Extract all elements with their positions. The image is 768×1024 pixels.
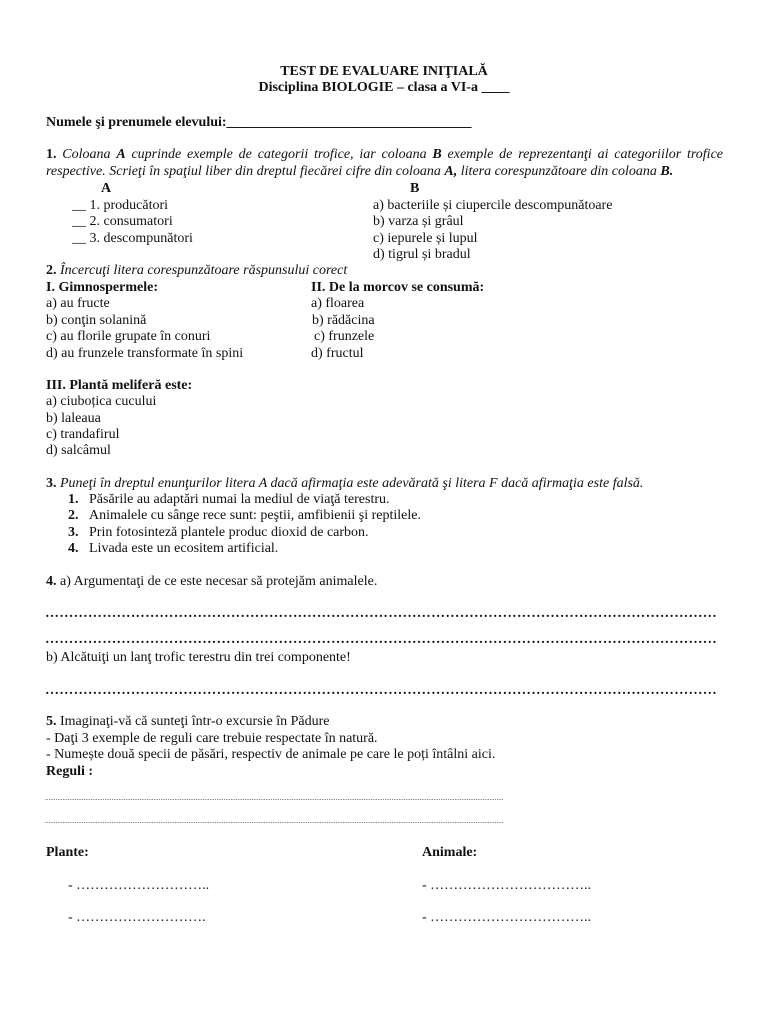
q1-column-b-item: a) bacteriile și ciupercile descompunătoare [373, 198, 613, 213]
q2-part1-option[interactable]: b) conţin solanină [46, 313, 147, 328]
q1-number: 1. [46, 147, 57, 162]
q3-statement[interactable] [68, 491, 390, 508]
q1-instruction-line1 [46, 146, 723, 163]
q1-instruction-line2 [46, 163, 673, 180]
q4-part-a [46, 573, 377, 590]
q5-task: - Daţi 3 exemple de reguli care trebuie respectate în natură. [46, 731, 378, 746]
q2-part2-option[interactable]: c) frunzele [314, 329, 375, 344]
q3-statement[interactable] [68, 524, 369, 541]
q1-column-a-item[interactable]: __ 1. producători [72, 198, 169, 213]
q5-task: - Numește două specii de păsări, respectiv de animale pe care le poți întâlni aici. [46, 747, 496, 762]
q4-part-b: b) Alcătuiţi un lanţ trofic terestru din trei componente! [46, 650, 351, 665]
q1-text: A, [444, 164, 458, 179]
q5-number: 5. [46, 714, 57, 729]
q3-statement-number: 2. [68, 508, 79, 523]
q2-part1-option[interactable]: d) au frunzele transformate în spini [46, 346, 244, 361]
q3-text: Puneţi în dreptul enunţurilor litera A dacă afirmaţia este adevărată şi litera F dacă afirmaţia este falsă. [56, 476, 644, 491]
page-subtitle: Disciplina BIOLOGIE – clasa a VI-a ____ [258, 80, 510, 95]
q4-text: a) Argumentaţi de ce este necesar să protejăm animalele. [56, 574, 378, 589]
student-name-field[interactable]: Numele şi prenumele elevului:___________________________________ [46, 115, 472, 130]
plants-label: Plante: [46, 845, 89, 860]
q2-text: Încercuţi litera corespunzătoare răspunsului corect [56, 263, 348, 278]
rules-label: Reguli : [46, 764, 94, 779]
page-title: TEST DE EVALUARE INIŢIALĂ [280, 64, 488, 79]
q1-column-a-item[interactable]: __ 3. descompunători [72, 231, 193, 246]
q3-statement[interactable] [68, 540, 278, 557]
q1-text: cuprinde exemple de categorii trofice, iar coloana [125, 147, 433, 162]
q1-text: A [116, 147, 126, 162]
q3-statement-number: 1. [68, 492, 79, 507]
q2-part3-option[interactable]: b) laleaua [46, 411, 101, 426]
q3-statement-number: 4. [68, 541, 79, 556]
animals-label: Animale: [422, 845, 478, 860]
q2-part2-option[interactable]: d) fructul [311, 346, 364, 361]
answer-line[interactable]: …………………………………………………………………………………………………………………………… [45, 683, 718, 698]
q1-text: Coloana [62, 147, 117, 162]
q2-part3-option[interactable]: d) salcâmul [46, 443, 111, 458]
rules-answer-line[interactable]: ...................................................................................................................................................................................................................................................................... [45, 817, 504, 825]
q1-column-b-item: b) varza și grâul [373, 214, 464, 229]
q2-part2-option[interactable]: a) floarea [311, 296, 365, 311]
q1-text: respective. Scrieţi în spaţiul liber din dreptul fiecărei cifre din coloana [46, 164, 445, 179]
q1-column-a-header: A [101, 181, 112, 196]
q2-part1-title: I. Gimnospermele: [46, 280, 158, 295]
plant-answer-line[interactable]: - ……………………….. [68, 878, 210, 893]
q1-column-a-item[interactable]: __ 2. consumatori [72, 214, 173, 229]
plant-answer-line[interactable]: - ………………………. [68, 910, 206, 925]
answer-line[interactable]: …………………………………………………………………………………………………………………………… [45, 606, 718, 621]
q3-number: 3. [46, 476, 57, 491]
q3-statement-text: Livada este un ecositem artificial. [89, 541, 279, 556]
q1-text: B [432, 147, 442, 162]
q2-part1-option[interactable]: c) au florile grupate în conuri [46, 329, 211, 344]
q2-part2-option[interactable]: b) rădăcina [312, 313, 375, 328]
q3-statement-text: Prin fotosinteză plantele produc dioxid de carbon. [89, 525, 369, 540]
q2-part3-option[interactable]: a) ciuboțica cucului [46, 394, 157, 409]
q3-statement-text: Păsările au adaptări numai la mediul de viaţă terestru. [89, 492, 390, 507]
q2-part2-title: II. De la morcov se consumă: [311, 280, 485, 295]
answer-line[interactable]: …………………………………………………………………………………………………………………………… [45, 632, 718, 647]
q2-instruction [46, 262, 347, 279]
q5-text: Imaginaţi-vă că sunteţi într-o excursie în Pădure [56, 714, 330, 729]
q3-statement-number: 3. [68, 525, 79, 540]
q5-intro [46, 713, 330, 730]
q1-text: litera corespunzătoare din coloana [457, 164, 661, 179]
q2-part1-option[interactable]: a) au fructe [46, 296, 110, 311]
q2-part3-title: III. Plantă meliferă este: [46, 378, 193, 393]
q3-statement[interactable] [68, 507, 421, 524]
q3-statement-text: Animalele cu sânge rece sunt: peştii, amfibienii şi reptilele. [89, 508, 422, 523]
q3-instruction [46, 475, 643, 492]
q1-column-b-item: c) iepurele și lupul [373, 231, 478, 246]
q2-number: 2. [46, 263, 57, 278]
animal-answer-line[interactable]: - …………………………….. [422, 878, 592, 893]
q1-column-b-item: d) tigrul și bradul [373, 247, 471, 262]
q4-number: 4. [46, 574, 57, 589]
q1-column-b-header: B [410, 181, 420, 196]
q2-part3-option[interactable]: c) trandafirul [46, 427, 120, 442]
q1-text: exemple de reprezentanţi ai categoriilor trofice [441, 147, 723, 162]
animal-answer-line[interactable]: - …………………………….. [422, 910, 592, 925]
rules-answer-line[interactable]: ...................................................................................................................................................................................................................................................................... [45, 794, 504, 802]
q1-text: B. [660, 164, 674, 179]
